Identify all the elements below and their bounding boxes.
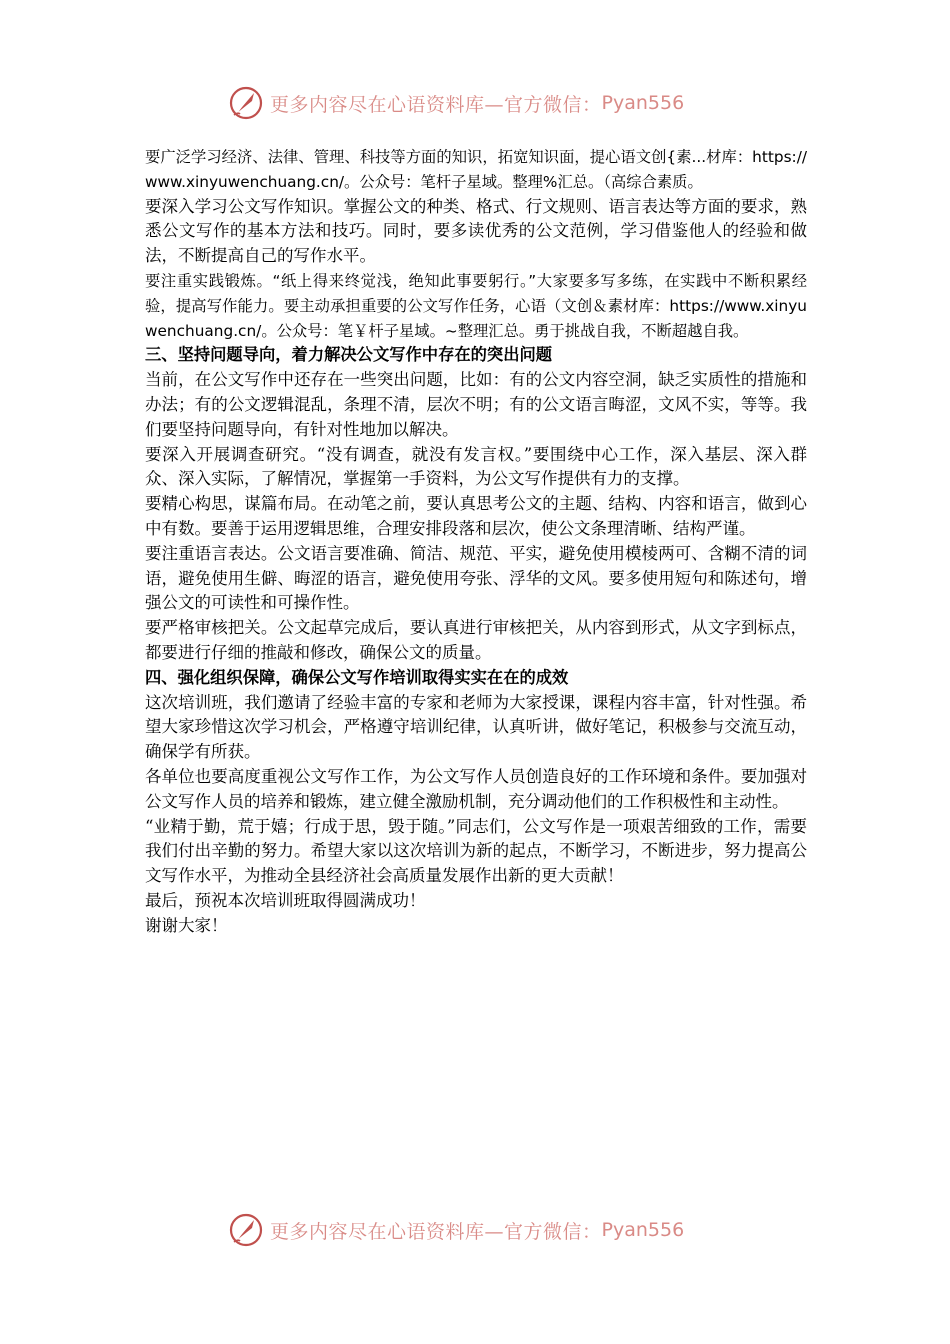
banner-wechat-handle: Pyan556 — [601, 92, 685, 114]
paragraph: 要严格审核把关。公文起草完成后，要认真进行审核把关，从内容到形式，从文字到标点，都要进行仔细的推敲和修改，确保公文的质量。 — [145, 618, 807, 662]
paragraph: 要广泛学习经济、法律、管理、科技等方面的知识，拓宽知识面，提心语文创{素...材库：https://www.xinyuwenchuang.cn/。公众号：笔杆子星域。整理%汇总。（高综合素质。 — [145, 148, 807, 191]
banner-wechat-handle: Pyan556 — [601, 1219, 685, 1241]
document-body — [145, 145, 807, 939]
paragraph: 要注重实践锻炼。“纸上得来终觉浅，绝知此事要躬行。”大家要多写多练，在实践中不断积累经验，提高写作能力。要主动承担重要的公文写作任务，心语（文创＆素材库：https://www.xinyuwenchuang.cn/。公众号：笔￥杆子星域。~整理汇总。勇于挑战自我，不断超越自我。 — [145, 271, 807, 340]
section-heading: 三、坚持问题导向，着力解决公文写作中存在的突出问题 — [145, 345, 553, 365]
quill-logo-icon — [228, 85, 264, 121]
quill-logo-icon — [228, 1212, 264, 1248]
closing-line: 谢谢大家！ — [145, 915, 228, 935]
paragraph: 要深入开展调查研究。“没有调查，就没有发言权。”要围绕中心工作，深入基层、深入群众、深入实际，了解情况，掌握第一手资料，为公文写作提供有力的支撑。 — [145, 444, 807, 489]
header-banner — [228, 83, 748, 123]
paragraph: 要注重语言表达。公文语言要准确、简洁、规范、平实，避免使用模棱两可、含糊不清的词语，避免使用生僻、晦涩的语言，避免使用夸张、浮华的文风。要多使用短句和陈述句，增强公文的可读性和可操作性。 — [145, 543, 807, 613]
banner-text: 更多内容尽在心语资料库—官方微信： — [270, 1220, 602, 1243]
paragraph: 当前，在公文写作中还存在一些突出问题，比如：有的公文内容空洞，缺乏实质性的措施和办法；有的公文逻辑混乱，条理不清，层次不明；有的公文语言晦涩，文风不实，等等。我们要坚持问题导向，有针对性地加以解决。 — [145, 370, 807, 439]
paragraph: 这次培训班，我们邀请了经验丰富的专家和老师为大家授课，课程内容丰富，针对性强。希望大家珍惜这次学习机会，严格遵守培训纪律，认真听讲，做好笔记，积极参与交流互动，确保学有所获。 — [145, 692, 807, 762]
banner-text: 更多内容尽在心语资料库—官方微信： — [270, 93, 602, 116]
paragraph: 各单位也要高度重视公文写作工作，为公文写作人员创造良好的工作环境和条件。要加强对公文写作人员的培养和锻炼，建立健全激励机制，充分调动他们的工作积极性和主动性。 — [145, 766, 807, 811]
section-heading: 四、强化组织保障，确保公文写作培训取得实实在在的成效 — [145, 667, 569, 687]
paragraph: 要精心构思，谋篇布局。在动笔之前，要认真思考公文的主题、结构、内容和语言，做到心中有数。要善于运用逻辑思维，合理安排段落和层次，使公文条理清晰、结构严谨。 — [145, 494, 807, 538]
closing-line: 最后，预祝本次培训班取得圆满成功！ — [145, 890, 426, 910]
paragraph: 要深入学习公文写作知识。掌握公文的种类、格式、行文规则、语言表达等方面的要求，熟悉公文写作的基本方法和技巧。同时，要多读优秀的公文范例，学习借鉴他人的经验和做法，不断提高自己的写作水平。 — [145, 196, 807, 266]
paragraph: “业精于勤，荒于嬉；行成于思，毁于随。”同志们，公文写作是一项艰苦细致的工作，需要我们付出辛勤的努力。希望大家以这次培训为新的起点，不断学习，不断进步，努力提高公文写作水平，为推动全县经济社会高质量发展作出新的更大贡献！ — [145, 816, 807, 886]
footer-banner — [228, 1210, 748, 1250]
